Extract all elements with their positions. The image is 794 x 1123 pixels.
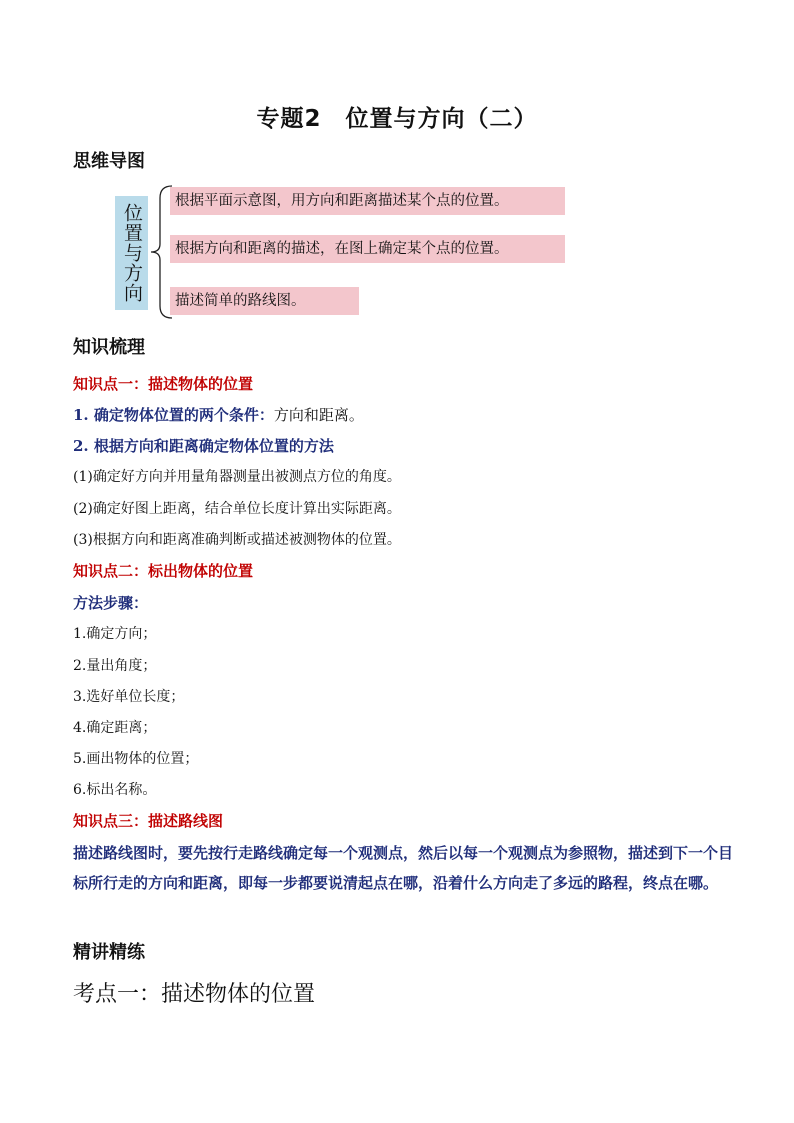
page-title: 专题2 位置与方向（二） xyxy=(256,106,538,132)
kp1-sub-2: (2)确定好图上距离，结合单位长度计算出实际距离。 xyxy=(73,501,401,517)
kp2-step-6: 6.标出名称。 xyxy=(73,782,157,798)
kp2-step-4: 4.确定距离； xyxy=(73,720,157,736)
mindmap-root-label: 位置与方向 xyxy=(121,203,143,303)
kp2-step-3: 3.选好单位长度； xyxy=(73,689,185,705)
kp1-sub-1: (1)确定好方向并用量角器测量出被测点方位的角度。 xyxy=(73,469,401,485)
exam-point-1: 考点一：描述物体的位置 xyxy=(73,982,316,1007)
mindmap-branch-1: 根据平面示意图，用方向和距离描述某个点的位置。 xyxy=(170,187,565,215)
kp2-heading: 知识点二：标出物体的位置 xyxy=(73,562,254,580)
mindmap-root xyxy=(115,196,148,310)
section-practice-heading: 精讲精练 xyxy=(73,942,145,963)
brace-path xyxy=(151,186,172,318)
kp2-method: 方法步骤： xyxy=(73,594,149,612)
section-knowledge-heading: 知识梳理 xyxy=(73,337,145,358)
kp1-sub-3: (3)根据方向和距离准确判断或描述被测物体的位置。 xyxy=(73,532,401,548)
kp1-heading: 知识点一：描述物体的位置 xyxy=(73,375,254,393)
kp2-step-1: 1.确定方向； xyxy=(73,626,157,642)
kp1-item1 xyxy=(73,404,364,425)
kp1-item2: 2. 根据方向和距离确定物体位置的方法 xyxy=(73,437,334,455)
mindmap-branch-3: 描述简单的路线图。 xyxy=(170,287,359,315)
kp3-paragraph: 描述路线图时，要先按行走路线确定每一个观测点，然后以每一个观测点为参照物，描述到下一个目标所行走的方向和距离，即每一步都要说清起点在哪，沿着什么方向走了多远的路程，终点在哪。 xyxy=(73,844,734,892)
mindmap-branch-2: 根据方向和距离的描述，在图上确定某个点的位置。 xyxy=(170,235,565,263)
kp1-item1-text: 方向和距离。 xyxy=(273,406,364,424)
kp1-item1-label: 1. 确定物体位置的两个条件： xyxy=(73,406,274,424)
kp2-step-2: 2.量出角度； xyxy=(73,658,157,674)
section-mindmap-heading: 思维导图 xyxy=(73,151,145,172)
kp3-heading: 知识点三：描述路线图 xyxy=(73,812,224,830)
kp2-step-5: 5.画出物体的位置； xyxy=(73,751,199,767)
